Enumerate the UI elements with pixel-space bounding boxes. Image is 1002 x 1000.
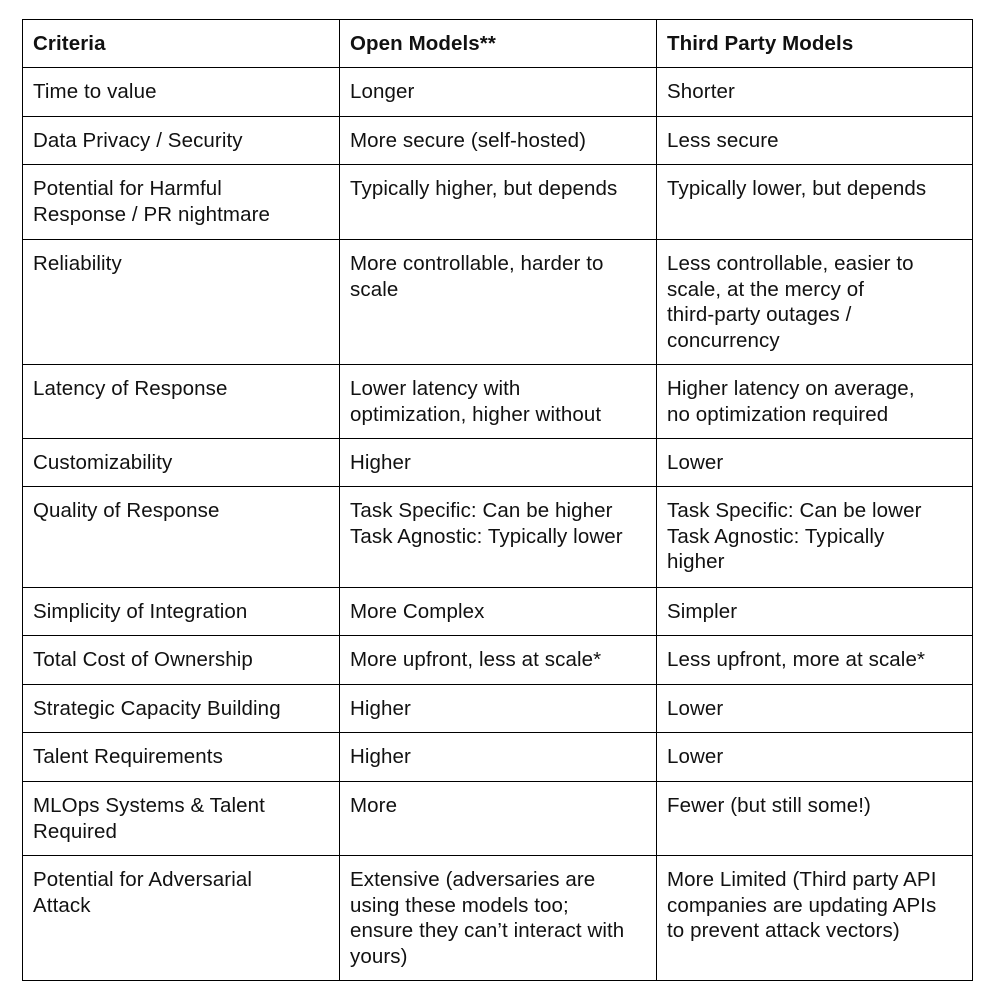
table-row bbox=[23, 685, 973, 733]
criteria-cell: Talent Requirements bbox=[23, 733, 340, 782]
table-body bbox=[23, 68, 973, 981]
criteria-cell: Potential for Harmful Response / PR nightmare bbox=[23, 165, 340, 240]
open-models-cell: Lower latency with optimization, higher without bbox=[340, 365, 657, 439]
table-header bbox=[23, 20, 973, 68]
header-criteria: Criteria bbox=[23, 20, 340, 68]
criteria-cell: Total Cost of Ownership bbox=[23, 636, 340, 685]
criteria-cell: Reliability bbox=[23, 240, 340, 365]
open-models-cell: Higher bbox=[340, 439, 657, 487]
third-party-cell: Less secure bbox=[657, 117, 973, 165]
open-models-cell: Longer bbox=[340, 68, 657, 117]
header-open-models: Open Models** bbox=[340, 20, 657, 68]
third-party-cell: Lower bbox=[657, 733, 973, 782]
third-party-cell: Lower bbox=[657, 439, 973, 487]
table-row bbox=[23, 439, 973, 487]
header-third-party-models: Third Party Models bbox=[657, 20, 973, 68]
table-row bbox=[23, 487, 973, 588]
open-models-cell: Typically higher, but depends bbox=[340, 165, 657, 240]
table-row bbox=[23, 856, 973, 981]
table-row bbox=[23, 117, 973, 165]
table-row bbox=[23, 165, 973, 240]
third-party-cell: Typically lower, but depends bbox=[657, 165, 973, 240]
third-party-cell: Higher latency on average, no optimization required bbox=[657, 365, 973, 439]
table-row bbox=[23, 782, 973, 856]
criteria-cell: Latency of Response bbox=[23, 365, 340, 439]
third-party-cell: More Limited (Third party API companies are updating APIs to prevent attack vectors) bbox=[657, 856, 973, 981]
open-models-cell: Higher bbox=[340, 733, 657, 782]
criteria-cell: MLOps Systems & Talent Required bbox=[23, 782, 340, 856]
table-row bbox=[23, 68, 973, 117]
table-row bbox=[23, 240, 973, 365]
open-models-cell: More Complex bbox=[340, 588, 657, 636]
third-party-cell: Shorter bbox=[657, 68, 973, 117]
open-models-cell: More controllable, harder to scale bbox=[340, 240, 657, 365]
open-models-cell: More upfront, less at scale* bbox=[340, 636, 657, 685]
third-party-cell: Less controllable, easier to scale, at the mercy of third-party outages / concurrency bbox=[657, 240, 973, 365]
open-models-cell: More secure (self-hosted) bbox=[340, 117, 657, 165]
open-models-cell: More bbox=[340, 782, 657, 856]
third-party-cell: Fewer (but still some!) bbox=[657, 782, 973, 856]
open-models-cell: Task Specific: Can be higher Task Agnostic: Typically lower bbox=[340, 487, 657, 588]
table-row bbox=[23, 588, 973, 636]
table-row bbox=[23, 636, 973, 685]
header-row bbox=[23, 20, 973, 68]
criteria-cell: Time to value bbox=[23, 68, 340, 117]
table-row bbox=[23, 733, 973, 782]
criteria-cell: Simplicity of Integration bbox=[23, 588, 340, 636]
criteria-cell: Data Privacy / Security bbox=[23, 117, 340, 165]
table-row bbox=[23, 365, 973, 439]
third-party-cell: Task Specific: Can be lower Task Agnostic: Typically higher bbox=[657, 487, 973, 588]
criteria-cell: Quality of Response bbox=[23, 487, 340, 588]
criteria-cell: Strategic Capacity Building bbox=[23, 685, 340, 733]
criteria-cell: Potential for Adversarial Attack bbox=[23, 856, 340, 981]
third-party-cell: Simpler bbox=[657, 588, 973, 636]
comparison-table bbox=[22, 19, 973, 981]
open-models-cell: Extensive (adversaries are using these models too; ensure they can’t interact with yours) bbox=[340, 856, 657, 981]
open-models-cell: Higher bbox=[340, 685, 657, 733]
criteria-cell: Customizability bbox=[23, 439, 340, 487]
third-party-cell: Lower bbox=[657, 685, 973, 733]
third-party-cell: Less upfront, more at scale* bbox=[657, 636, 973, 685]
